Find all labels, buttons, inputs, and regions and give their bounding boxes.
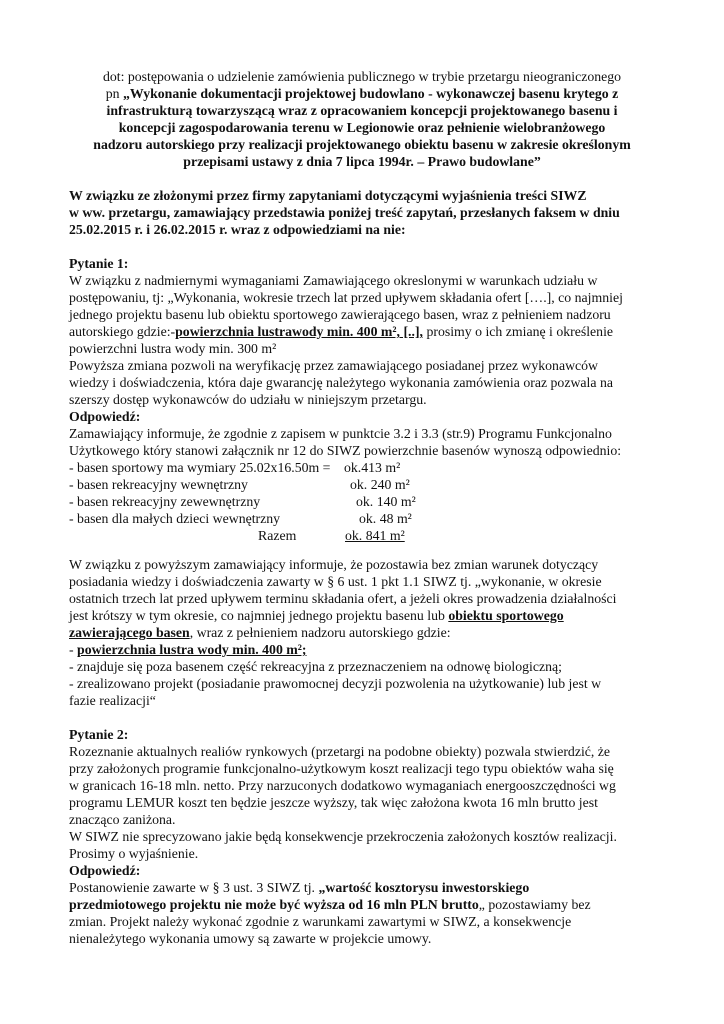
- statement-line-3: 25.02.2015 r. i 26.02.2015 r. wraz z odpowiedziami na nie:: [69, 222, 406, 237]
- a1-line: Użytkowego który stanowi załącznik nr 12 do SIWZ powierzchnie basenów wynoszą odpowiednio:: [69, 443, 622, 458]
- a2-line: nienależytego wykonania umowy są zawarte w projekcie umowy.: [69, 931, 432, 946]
- a1-conclusion-line: zawierającego basen, wraz z pełnieniem nadzoru autorskiego gdzie:: [69, 625, 451, 640]
- q2-line: przy założonych programie funkcjonalno-użytkowym koszt realizacji tego typu obiektów waha się: [69, 761, 614, 776]
- subject-line-1: dot: postępowania o udzielenie zamówienia publicznego w trybie przetargu nieograniczonego: [102, 69, 622, 84]
- a1-conclusion-line: - powierzchnia lustra wody min. 400 m²;: [69, 642, 307, 657]
- pool-row: [69, 476, 657, 493]
- q1-line: wiedzy i doświadczenia, która daje gwarancję należytego wykonania zamówienia oraz pozwala na: [69, 375, 613, 390]
- a2-line: przedmiotowego projektu nie może być wyższa od 16 mln PLN brutto„ pozostawiamy bez: [69, 897, 591, 912]
- q2-line: w granicach 16-18 mln. netto. Przy narzuconych dodatkowo wymaganiach energooszczędności wg: [69, 778, 616, 793]
- a1-conclusion-line: W związku z powyższym zamawiający informuje, że pozostawia bez zmian warunek dotyczący: [69, 557, 599, 572]
- q2-line: Rozeznanie aktualnych realiów rynkowych (przetargi na podobne obiekty) pozwala stwierdzić, że: [69, 744, 611, 759]
- cost-estimate-emphasis: „wartość kosztorysu inwestorskiego: [318, 880, 530, 895]
- a2-line: zmian. Projekt należy wykonać zgodnie z warunkami zawartymi w SIWZ, a konsekwencje: [69, 914, 572, 929]
- statement-line-2: w ww. przetargu, zamawiający przedstawia poniżej treść zapytań, przesłanych faksem w dniu: [69, 205, 620, 220]
- pool-area: ok. 240 m²: [350, 477, 410, 492]
- q1-line: W związku z nadmiernymi wymaganiami Zamawiającego okreslonymi w warunkach udziału w: [69, 273, 598, 288]
- subject-pn: pn: [105, 86, 124, 101]
- pool-total-label: Razem: [258, 528, 297, 543]
- q1-surface-emphasis: powierzchnia lustrawody min. 400 m², [..],: [175, 324, 423, 339]
- pool-name: - basen rekreacyjny zewewnętrzny: [69, 494, 261, 509]
- q1-line: Powyższa zmiana pozwoli na weryfikację przez zamawiającego posiadanej przez wykonawców: [69, 358, 599, 373]
- question-1-heading: Pytanie 1:: [69, 256, 129, 271]
- pool-name: - basen sportowy ma wymiary 25.02x16.50m =: [69, 460, 331, 475]
- q1-line: szerszy dostęp wykonawców do udziału w niniejszym przetargu.: [69, 392, 427, 407]
- q2-line: Prosimy o wyjaśnienie.: [69, 846, 199, 861]
- pool-total-value: ok. 841 m²: [345, 528, 405, 543]
- answer-2-heading: Odpowiedź:: [69, 863, 141, 878]
- answer-1-heading: Odpowiedź:: [69, 409, 141, 424]
- a1-conclusion-line: posiadania wiedzy i doświadczenia zawarty w § 6 ust. 1 pkt 1.1 SIWZ tj. „wykonanie, w okresie: [69, 574, 602, 589]
- pool-row: [69, 510, 657, 527]
- q2-line: programu LEMUR koszt ten będzie jeszcze wyższy, tak więc założona kwota 16 mln brutto jest: [69, 795, 598, 810]
- a1-conclusion-line: fazie realizacji“: [69, 693, 156, 708]
- pool-facility-emphasis: zawierającego basen: [69, 625, 190, 640]
- q2-line: W SIWZ nie sprecyzowano jakie będą konsekwencje przekroczenia założonych kosztów realizacji.: [69, 829, 617, 844]
- subject-line-4: koncepcji zagospodarowania terenu w Legionowie oraz pełnienie wielobranżowego: [118, 120, 606, 135]
- pool-row: [69, 459, 657, 476]
- subject-line-5: nadzoru autorskiego przy realizacji projektowanego obiektu basenu w zakresie określonym: [93, 137, 631, 152]
- statement-line-1: W związku ze złożonymi przez firmy zapytaniami dotyczącymi wyjaśnienia treści SIWZ: [69, 188, 587, 203]
- answer-1-conclusion: [69, 556, 657, 709]
- cost-limit-emphasis: przedmiotowego projektu nie może być wyższa od 16 mln PLN brutto: [69, 897, 479, 912]
- question-1: [69, 255, 657, 544]
- pool-area: ok.413 m²: [344, 460, 401, 475]
- question-2-heading: Pytanie 2:: [69, 727, 129, 742]
- pool-area: ok. 140 m²: [356, 494, 416, 509]
- q1-line: jednego projektu basenu lub obiektu sportowego zawierającego basen, wraz z pełnieniem nadzoru: [69, 307, 611, 322]
- sport-facility-emphasis: obiektu sportowego: [448, 608, 564, 623]
- a1-conclusion-line: - zrealizowano projekt (posiadanie prawomocnej decyzji pozwolenia na użytkowanie) lub jest w: [69, 676, 602, 691]
- statement-paragraph: [69, 187, 657, 238]
- question-2: [69, 726, 657, 947]
- pool-name: - basen dla małych dzieci wewnętrzny: [69, 511, 281, 526]
- a1-conclusion-line: - znajduje się poza basenem część rekreacyjna z przeznaczeniem na odnowę biologiczną;: [69, 659, 562, 674]
- subject-line-6: przepisami ustawy z dnia 7 lipca 1994r. – Prawo budowlane”: [183, 154, 541, 169]
- pool-areas-table: [69, 459, 657, 544]
- pool-area: ok. 48 m²: [359, 511, 412, 526]
- a2-line: Postanowienie zawarte w § 3 ust. 3 SIWZ tj. „wartość kosztorysu inwestorskiego: [69, 880, 530, 895]
- pool-total-row: [69, 527, 657, 544]
- a1-conclusion-line: jest krótszy w tym okresie, co najmniej jednego projektu basenu lub obiektu sportowego: [69, 608, 564, 623]
- subject-line-3: infrastrukturą towarzyszącą wraz z opracowaniem koncepcji projektowanego basenu i: [106, 103, 618, 118]
- subject-title-1: „Wykonanie dokumentacji projektowej budowlano - wykonawczej basenu krytego z: [123, 86, 619, 101]
- a1-line: Zamawiający informuje, że zgodnie z zapisem w punktcie 3.2 i 3.3 (str.9) Programu Funkcjonalno: [69, 426, 612, 441]
- pool-row: [69, 493, 657, 510]
- subject-line-2: [60, 85, 664, 102]
- surface-400-emphasis: powierzchnia lustra wody min. 400 m²;: [77, 642, 307, 657]
- subject-header: [60, 68, 664, 170]
- q1-line: postępowaniu, tj: „Wykonania, wokresie trzech lat przed upływem składania ofert [….], co najmniej: [69, 290, 623, 305]
- pool-name: - basen rekreacyjny wewnętrzny: [69, 477, 248, 492]
- q1-line: autorskiego gdzie:-powierzchnia lustrawody min. 400 m², [..], prosimy o ich zmianę i określenie: [69, 324, 614, 339]
- q1-line: powierzchni lustra wody min. 300 m²: [69, 341, 277, 356]
- q2-line: znacząco zaniżona.: [69, 812, 176, 827]
- a1-conclusion-line: ostatnich trzech lat przed upływem terminu składania ofert, a jeżeli okres prowadzenia działalności: [69, 591, 617, 606]
